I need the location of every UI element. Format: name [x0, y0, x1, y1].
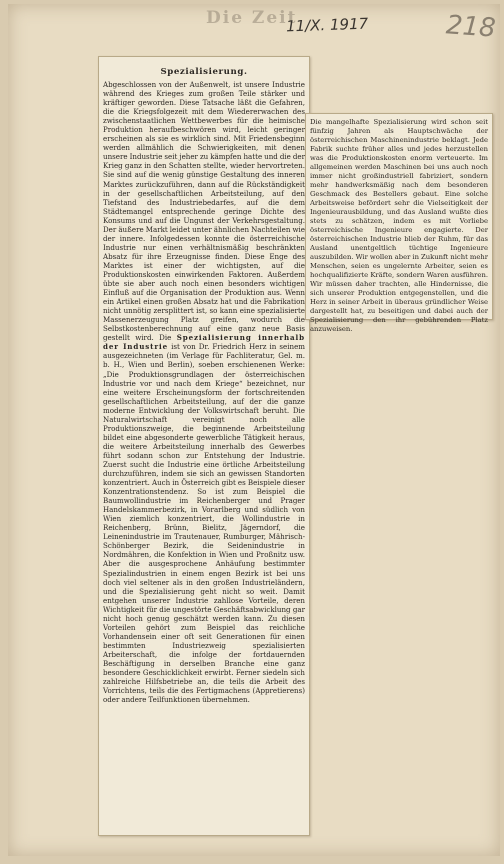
newspaper-masthead: Die Zeit	[206, 8, 298, 28]
article-body	[103, 80, 305, 704]
article-spaced-phrase: Spezialisierung innerhalb der Industrie	[103, 333, 305, 352]
article-title: Spezialisierung.	[160, 67, 248, 77]
article-continuation: Die mangelhafte Spezialisierung wird schon seit fünfzig Jahren als Hauptschwäche der österreichischen Maschinenindustrie beklagt. Jede Fabrik suchte früher alles und jedes herzustellen was die Produktionskosten enorm verteuerte. Im allgemeinen werden Maschinen bei uns auch noch immer nicht großindustriell fabriziert, sondern mehr handwerksmäßig nach dem besonderen Geschmack des Bestellers gebaut. Eine solche Arbeitsweise befördert sehr die Vielseitigkeit der Ingenieurausbildung, und das Ausland wußte dies stets zu schätzen, indem es mit Vorliebe österreichische Ingenieure engagierte. Der österreichischen Industrie blieb der Ruhm, für das Ausland unentgeltlich tüchtige Ingenieure auszubilden. Wir wollen aber in Zukunft nicht mehr Menschen, seien es ungelernte Arbeiter, seien es hochqualifizierte Kräfte, sondern Waren ausführen. Wir müssen daher trachten, alle Hindernisse, die sich unserer Produktion entgegenstellen, und die Herz in seiner Arbeit in überaus gründlicher Weise dargestellt hat, zu beseitigen und dabei auch der Spezialisierung den ihr gebührenden Platz anzuweisen.	[310, 118, 488, 333]
handwritten-date: 11/X. 1917	[285, 14, 369, 36]
article-text-part-2: ist von Dr. Friedrich Herz in seinem ausgezeichneten (im Verlage für Fachliteratur, Gel. m. b. H., Wien und Berlin), soeben erschienenen Werke: „Die Produktionsgrundlagen der österreichischen Industrie vor und nach dem Kriege“ bezeichnet, nur eine weitere Erscheinungsform der fortschreitenden gesellschaftlichen Arbeitsteilung, auf der die ganze moderne Entwicklung der Volkswirtschaft beruht. Die Naturalwirtschaft vereinigt noch alle Produktionszweige, die beginnende Arbeitsteilung bildet eine abgesonderte gewerbliche Tätigkeit heraus, die weitere Arbeitsteilung innerhalb des Gewerbes führt sodann schon zur Entstehung der Industrie. Zuerst sucht die Industrie eine örtliche Arbeitsteilung durchzuführen, indem sie sich an gewissen Standorten konzentriert. Auch in Österreich gibt es Beispiele dieser Konzentrationstendenz. So ist zum Beispiel die Baumwollindustrie im Reichenberger und Prager Handelskammerbezirk, in Vorarlberg und südlich von Wien ziemlich konzentriert, die Wollindustrie in Reichenberg, Brünn, Bielitz, Jägerndorf, die Leinenindustrie im Trautenauer, Rumburger, Mährisch-Schönberger Bezirk, die Seidenindustrie in Nordmähren, die Konfektion in Wien und Proßnitz usw. Aber die ausgesprochene Anhäufung bestimmter Spezialindustrien in einem engen Bezirk ist bei uns doch viel seltener als in den großen Industrieländern, und die Spezialisierung geht nicht so weit. Damit entgehen unserer Industrie zahllose Vorteile, deren Wichtigkeit für die ungestörte Geschäftsabwicklung gar nicht hoch genug geschätzt werden kann. Zu diesen Vorteilen gehört zum Beispiel das reichliche Vorhandensein einer oft seit Generationen für einen bestimmten Industriezweig spezialisierten Arbeiterschaft, die infolge der fortdauernden Beschäftigung in derselben Branche eine ganz besondere Geschicklichkeit erwirbt. Ferner siedeln sich zahlreiche Hilfsbetriebe an, die teils die Arbeit des Vorrichtens, teils die des Fertigmachens (Appretierens) oder andere Teilfunktionen übernehmen.	[103, 342, 305, 705]
newspaper-clipping-right	[305, 113, 493, 333]
newspaper-clipping-left	[98, 56, 310, 836]
article-text-part-1: Abgeschlossen von der Außenwelt, ist unsere Industrie während des Krieges zum großen Teile stärker und kräftiger geworden. Diese Tatsache läßt die Gefahren, die die Kriegsfolgezeit mit dem Wiedererwachen des zwischenstaatlichen Wettbewerbes für die heimische Produktion heraufbeschwören wird, leicht geringer erscheinen als sie es wirklich sind. Mit Friedensbeginn werden allmählich die Schwierigkeiten, mit denen unsere Industrie seit jeher zu kämpfen hatte und die der Krieg ganz in den Schatten stellte, wieder hervortreten. Sie sind auf die wenig günstige Gestaltung des inneren Marktes zurückzuführen, dann auf die Rückständigkeit in der gesellschaftlichen Arbeitsteilung, auf den Tiefstand des Industriebedarfes, auf die dem Städtemangel entsprechende geringe Dichte des Konsums und auf die Ungunst der Verkehrsgestaltung. Der äußere Markt leidet unter ähnlichen Nachteilen wie der innere. Infolgedessen konnte die österreichische Industrie nur einen verhältnismäßig beschränkten Absatz für ihre Erzeugnisse finden. Diese Enge des Marktes ist einer der wichtigsten, auf die Produktionskosten einwirkenden Faktoren. Außerdem übte sie aber auch noch einen besonders wichtigen Einfluß auf die Organisation der Produktion aus. Wenn ein Artikel einen großen Absatz hat und die Fabrikation nicht unnötig zersplittert ist, so kann eine spezialisierte Massenerzeugung Platz greifen, wodurch die Selbstkostenberechnung auf eine ganz neue Basis gestellt wird. Die	[103, 80, 305, 343]
handwritten-page-number: 218	[445, 10, 497, 44]
